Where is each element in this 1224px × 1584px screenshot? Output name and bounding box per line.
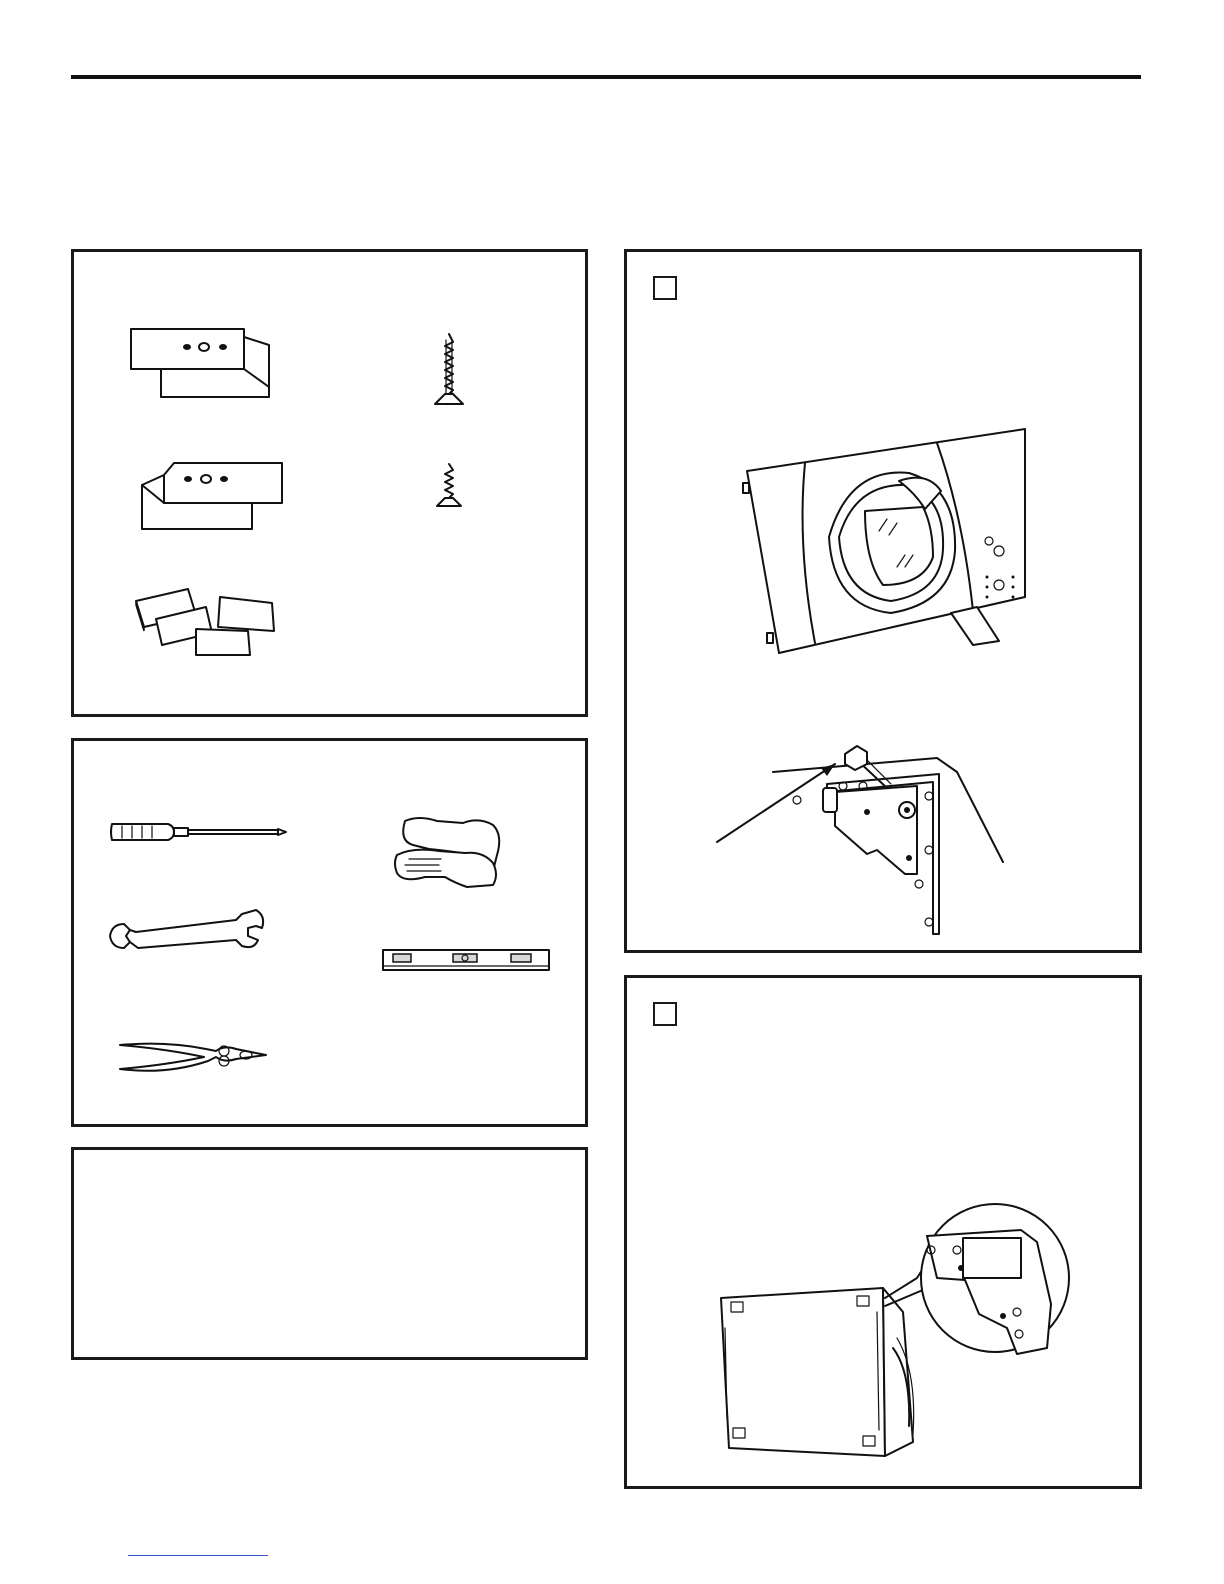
footer-link-underline[interactable] (128, 1555, 268, 1556)
open-end-wrench-icon (108, 906, 268, 961)
pliers-icon (116, 1031, 276, 1081)
shipping-bolt-icon (717, 742, 1027, 937)
tools-panel (71, 738, 588, 1127)
header-rule (71, 75, 1141, 79)
short-screw-icon (429, 462, 469, 512)
step1-panel (624, 249, 1142, 953)
phillips-screwdriver-icon (108, 816, 288, 848)
bracket-right-icon (134, 457, 289, 532)
bracket-left-icon (129, 327, 279, 402)
dryer-door-icon (737, 427, 1037, 662)
work-gloves-icon (389, 811, 509, 891)
long-screw-icon (429, 332, 469, 412)
rubber-pads-icon (132, 585, 282, 660)
parts-panel (71, 249, 588, 717)
step2-checkbox[interactable] (653, 1002, 677, 1026)
step2-panel (624, 975, 1142, 1489)
step1-checkbox[interactable] (653, 276, 677, 300)
level-icon (381, 946, 551, 976)
notes-panel (71, 1147, 588, 1360)
washer-top-corner-icon (717, 1208, 1077, 1478)
